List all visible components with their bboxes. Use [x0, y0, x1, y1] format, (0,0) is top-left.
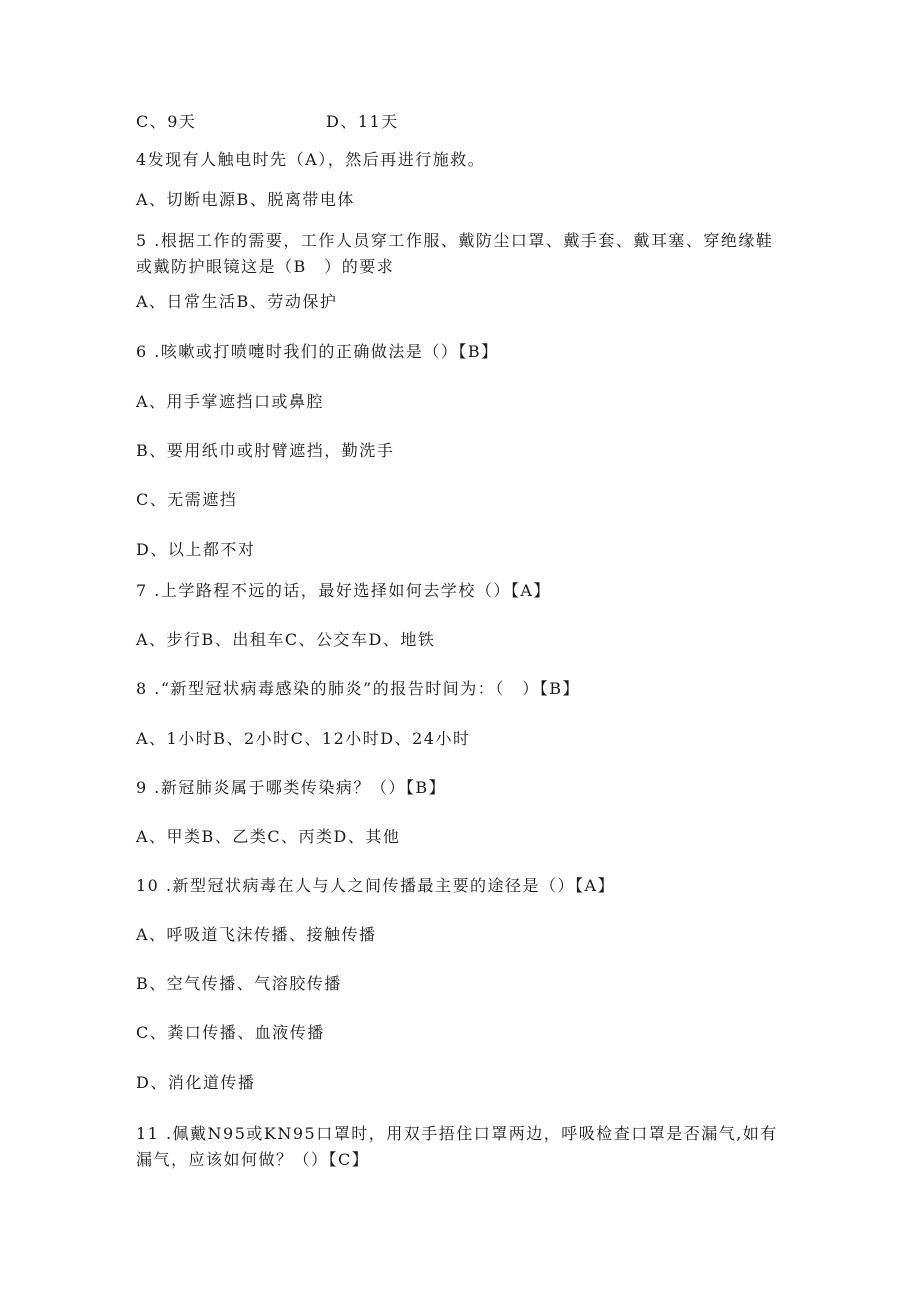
option-c: C、9天	[136, 112, 197, 131]
question-11: 11 .佩戴N95或KN95口罩时，用双手捂住口罩两边，呼吸检查口罩是否漏气,如有漏气，应该如何做？（）【C】	[136, 1124, 778, 1169]
option-line: A、呼吸道飞沫传播、接触传播	[136, 925, 377, 944]
option-line: A、甲类B、乙类C、丙类D、其他	[136, 827, 401, 846]
option-line: B、要用纸巾或肘臂遮挡，勤洗手	[136, 441, 395, 460]
question-10: 10 .新型冠状病毒在人与人之间传播最主要的途径是（）【A】	[136, 876, 616, 895]
option-d: D、11天	[326, 112, 399, 131]
option-line	[136, 110, 399, 134]
question-6: 6 .咳嗽或打喷嚏时我们的正确做法是（）【B】	[136, 342, 499, 361]
option-line: A、用手掌遮挡口或鼻腔	[136, 392, 325, 411]
option-line: A、步行B、出租车C、公交车D、地铁	[136, 630, 436, 649]
option-line: D、消化道传播	[136, 1073, 256, 1092]
question-9: 9 .新冠肺炎属于哪类传染病？（）【B】	[136, 778, 447, 797]
option-line: A、切断电源B、脱离带电体	[136, 190, 355, 209]
question-4: 4发现有人触电时先（A），然后再进行施救。	[136, 150, 486, 169]
question-7: 7 .上学路程不远的话，最好选择如何去学校（）【A】	[136, 581, 551, 600]
question-8: 8 .“新型冠状病毒感染的肺炎”的报告时间为：（ ）【B】	[136, 679, 580, 698]
option-line: C、无需遮挡	[136, 490, 238, 509]
option-line: A、日常生活B、劳动保护	[136, 292, 338, 311]
option-line: C、粪口传播、血液传播	[136, 1023, 325, 1042]
option-line: A、1小时B、2小时C、12小时D、24小时	[136, 729, 471, 748]
option-line: B、空气传播、气溶胶传播	[136, 974, 342, 993]
question-5: 5 .根据工作的需要，工作人员穿工作服、戴防尘口罩、戴手套、戴耳塞、穿绝缘鞋或戴防护眼镜这是（B ）的要求	[136, 231, 774, 276]
option-line: D、以上都不对	[136, 540, 256, 559]
